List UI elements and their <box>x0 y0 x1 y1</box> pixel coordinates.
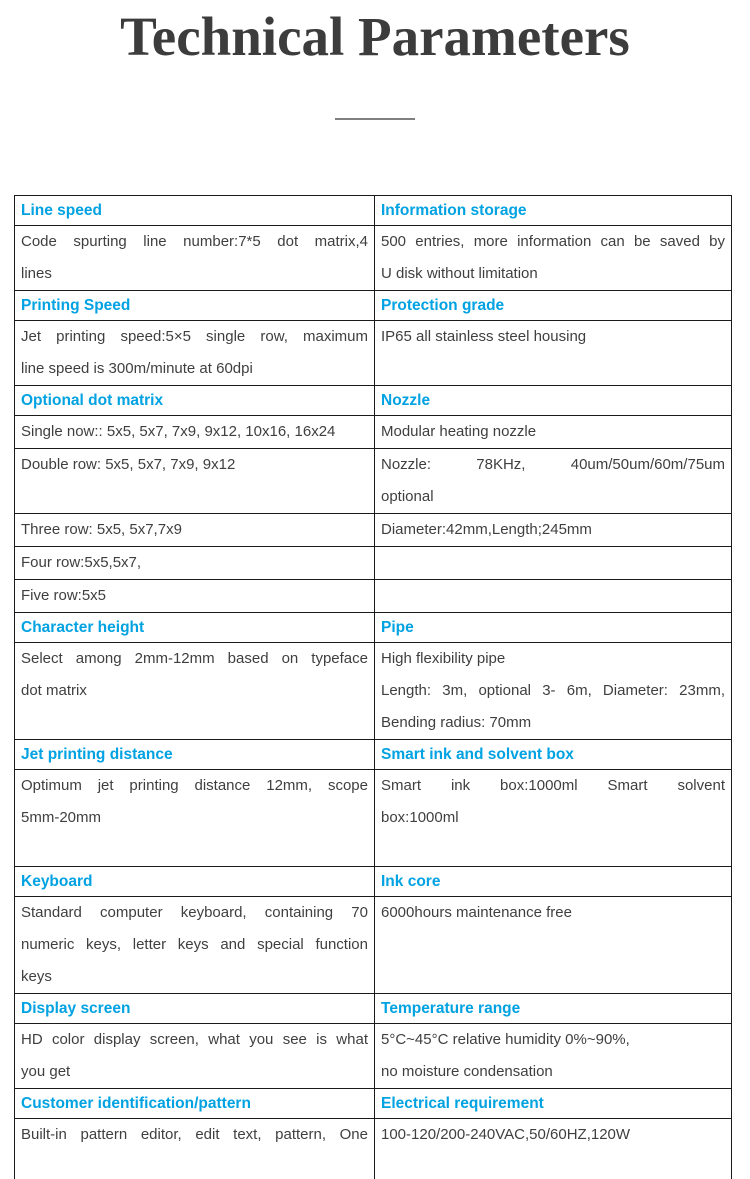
param-name-text: Customer identification/pattern <box>21 1095 251 1112</box>
param-value-line: Standard computer keyboard, containing 70 <box>21 904 368 921</box>
param-name-cell-right <box>375 1089 732 1119</box>
param-value-cell-right <box>375 1024 732 1089</box>
spec-page <box>0 4 750 1179</box>
param-name-cell-left <box>15 740 375 770</box>
param-value-line: 500 entries, more information can be saved by <box>381 233 725 250</box>
param-name-text: Keyboard <box>21 873 93 890</box>
param-name-text: Protection grade <box>381 297 505 314</box>
param-value-line: 5mm-20mm <box>21 809 102 826</box>
param-value-line: Select among 2mm-12mm based on typeface <box>21 650 368 667</box>
param-value-line: Single now:: 5x5, 5x7, 7x9, 9x12, 10x16, 16x24 <box>21 423 336 440</box>
param-value-row <box>15 770 732 867</box>
param-value-line: Five row:5x5 <box>21 587 107 604</box>
param-value-cell-right <box>375 1119 732 1179</box>
param-value-row <box>15 514 732 547</box>
param-value-line: Jet printing speed:5×5 single row, maximum <box>21 328 368 345</box>
param-name-text: Printing Speed <box>21 297 131 314</box>
param-name-cell-right <box>375 994 732 1024</box>
param-name-text: Optional dot matrix <box>21 392 164 409</box>
param-value-line: keys <box>21 968 52 985</box>
param-value-cell-right <box>375 226 732 291</box>
param-value-cell-left <box>15 226 375 291</box>
param-value-line: Three row: 5x5, 5x7,7x9 <box>21 521 182 538</box>
param-value-cell-left <box>15 547 375 580</box>
param-header-row <box>15 1089 732 1119</box>
param-value-line: you get <box>21 1063 71 1080</box>
param-value-row <box>15 321 732 386</box>
param-name-cell-left <box>15 291 375 321</box>
param-name-cell-left <box>15 867 375 897</box>
param-name-text: Smart ink and solvent box <box>381 746 574 763</box>
page-title: Technical Parameters <box>120 6 630 67</box>
param-value-line: Diameter:42mm,Length;245mm <box>381 521 592 538</box>
param-value-line <box>381 547 725 579</box>
param-value-line <box>381 834 725 866</box>
param-name-text: Pipe <box>381 619 414 636</box>
param-name-text: Jet printing distance <box>21 746 173 763</box>
param-value-line: Double row: 5x5, 5x7, 7x9, 9x12 <box>21 456 236 473</box>
param-value-cell-left <box>15 580 375 613</box>
param-value-line: High flexibility pipe <box>381 650 506 667</box>
param-name-cell-right <box>375 386 732 416</box>
param-value-line: optional <box>381 488 434 505</box>
param-value-cell-left <box>15 416 375 449</box>
param-value-line: Built-in pattern editor, edit text, pattern, One <box>21 1126 368 1143</box>
param-name-cell-right <box>375 867 732 897</box>
param-value-cell-right <box>375 580 732 613</box>
param-value-line: Smart ink box:1000ml Smart solvent <box>381 777 725 794</box>
param-value-line: Code spurting line number:7*5 dot matrix,4 <box>21 233 368 250</box>
param-header-row <box>15 867 732 897</box>
param-value-line: Four row:5x5,5x7, <box>21 554 142 571</box>
param-name-text: Electrical requirement <box>381 1095 544 1112</box>
param-name-cell-right <box>375 196 732 226</box>
param-name-cell-right <box>375 740 732 770</box>
param-value-line: line speed is 300m/minute at 60dpi <box>21 360 253 377</box>
param-header-row <box>15 994 732 1024</box>
param-value-cell-left <box>15 643 375 740</box>
param-value-line: Nozzle: 78KHz, 40um/50um/60m/75um <box>381 456 725 473</box>
param-value-row <box>15 1119 732 1179</box>
param-value-line: lines <box>21 265 52 282</box>
param-header-row <box>15 291 732 321</box>
param-header-row <box>15 196 732 226</box>
param-value-cell-left <box>15 770 375 867</box>
param-value-row <box>15 449 732 514</box>
param-value-cell-right <box>375 643 732 740</box>
param-name-cell-right <box>375 291 732 321</box>
param-value-cell-right <box>375 770 732 867</box>
param-header-row <box>15 740 732 770</box>
param-value-cell-right <box>375 514 732 547</box>
param-name-text: Display screen <box>21 1000 131 1017</box>
param-value-row <box>15 226 732 291</box>
param-value-line: 5°C~45°C relative humidity 0%~90%, <box>381 1031 630 1048</box>
param-value-line: U disk without limitation <box>381 265 538 282</box>
param-value-cell-left <box>15 1119 375 1179</box>
param-header-row <box>15 613 732 643</box>
param-value-cell-right <box>375 547 732 580</box>
param-value-row <box>15 1024 732 1089</box>
param-value-line: numeric keys, letter keys and special function <box>21 936 368 953</box>
param-value-line: no moisture condensation <box>381 1063 553 1080</box>
param-name-text: Ink core <box>381 873 441 890</box>
param-value-row <box>15 547 732 580</box>
param-header-row <box>15 386 732 416</box>
param-value-cell-left <box>15 1024 375 1089</box>
param-value-cell-right <box>375 416 732 449</box>
param-value-row <box>15 897 732 994</box>
param-value-cell-left <box>15 897 375 994</box>
param-name-cell-left <box>15 386 375 416</box>
param-value-row <box>15 416 732 449</box>
param-value-row <box>15 643 732 740</box>
param-value-line: 6000hours maintenance free <box>381 904 572 921</box>
param-value-line: 100-120/200-240VAC,50/60HZ,120W <box>381 1126 631 1143</box>
param-name-cell-left <box>15 994 375 1024</box>
param-value-cell-right <box>375 897 732 994</box>
title-divider <box>335 118 415 120</box>
param-value-row <box>15 580 732 613</box>
param-value-cell-right <box>375 449 732 514</box>
param-name-text: Temperature range <box>381 1000 521 1017</box>
param-value-line: box:1000ml <box>381 809 459 826</box>
param-value-line: HD color display screen, what you see is what <box>21 1031 368 1048</box>
param-name-text: Character height <box>21 619 145 636</box>
param-name-cell-left <box>15 1089 375 1119</box>
param-value-line: IP65 all stainless steel housing <box>381 328 587 345</box>
param-name-cell-right <box>375 613 732 643</box>
table-body <box>15 196 732 1179</box>
param-value-line: Modular heating nozzle <box>381 423 537 440</box>
param-value-cell-left <box>15 321 375 386</box>
param-value-cell-right <box>375 321 732 386</box>
param-name-text: Nozzle <box>381 392 431 409</box>
param-name-cell-left <box>15 613 375 643</box>
param-value-line <box>381 580 725 612</box>
technical-parameters-table <box>14 195 732 1179</box>
param-value-line: dot matrix <box>21 682 87 699</box>
param-value-cell-left <box>15 449 375 514</box>
param-name-text: Information storage <box>381 202 527 219</box>
param-value-line: Length: 3m, optional 3- 6m, Diameter: 23mm, <box>381 682 725 699</box>
param-name-text: Line speed <box>21 202 102 219</box>
param-value-line: Optimum jet printing distance 12mm, scope <box>21 777 368 794</box>
param-value-cell-left <box>15 514 375 547</box>
param-value-line: Bending radius: 70mm <box>381 714 532 731</box>
param-name-cell-left <box>15 196 375 226</box>
